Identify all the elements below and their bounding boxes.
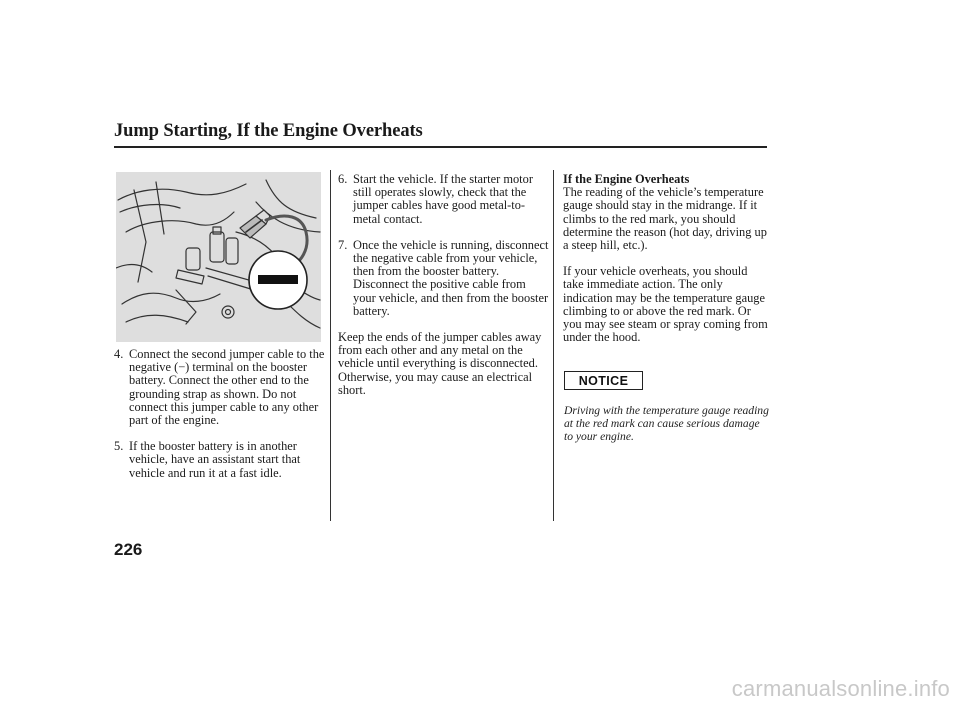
column-3 (563, 173, 768, 344)
step-6 (338, 173, 550, 226)
step-number: 5. (114, 439, 124, 454)
negative-terminal-icon (249, 251, 307, 309)
step-text: Connect the second jumper cable to the negative (−) terminal on the booster battery. Connect the other end to the grounding strap as shown. Do not connect this jumper cable to any other part of the engine. (129, 347, 325, 428)
engine-ground-strap-illustration (116, 172, 321, 342)
step-number: 6. (338, 172, 348, 186)
section-heading: If the Engine Overheats (563, 172, 690, 186)
jumper-cable-warning-paragraph: Keep the ends of the jumper cables away from each other and any metal on the vehicle until everything is disconnected. Otherwise, you may cause an electrical short. (338, 330, 542, 397)
column-divider-1 (330, 170, 331, 521)
step-number: 4. (114, 347, 124, 361)
step-number: 7. (338, 237, 348, 252)
step-7 (338, 239, 550, 318)
title-divider (114, 146, 767, 148)
notice-badge (564, 371, 643, 390)
page-title: Jump Starting, If the Engine Overheats (114, 121, 423, 141)
column-2 (338, 173, 550, 397)
step-text: Once the vehicle is running, disconnect the negative cable from your vehicle, then from the booster battery. Disconnect the positive cable from your vehicle, and then from the booster battery. (353, 237, 549, 318)
page-number: 226 (114, 540, 143, 559)
column-1-steps (114, 348, 326, 480)
watermark: carmanualsonline.info (731, 676, 950, 701)
step-text: If the booster battery is in another vehicle, have an assistant start that vehicle and run it at a fast idle. (129, 439, 301, 480)
overheat-paragraph-1: The reading of the vehicle’s temperature gauge should stay in the midrange. If it climbs to the red mark, you should determine the reason (hot day, driving up a steep hill, etc.). (563, 185, 767, 253)
overheat-paragraph-2: If your vehicle overheats, you should take immediate action. The only indication may be the temperature gauge climbing to or above the red mark. Or you may see steam or spray coming from under the hood. (563, 264, 768, 345)
column-divider-2 (553, 170, 554, 521)
notice-text: Driving with the temperature gauge reading at the red mark can cause serious damage to your engine. (564, 404, 769, 443)
step-5 (114, 440, 326, 480)
step-4 (114, 348, 326, 427)
step-text: Start the vehicle. If the starter motor still operates slowly, check that the jumper cables have good metal-to-metal contact. (353, 172, 533, 226)
notice-label: NOTICE (578, 373, 629, 388)
